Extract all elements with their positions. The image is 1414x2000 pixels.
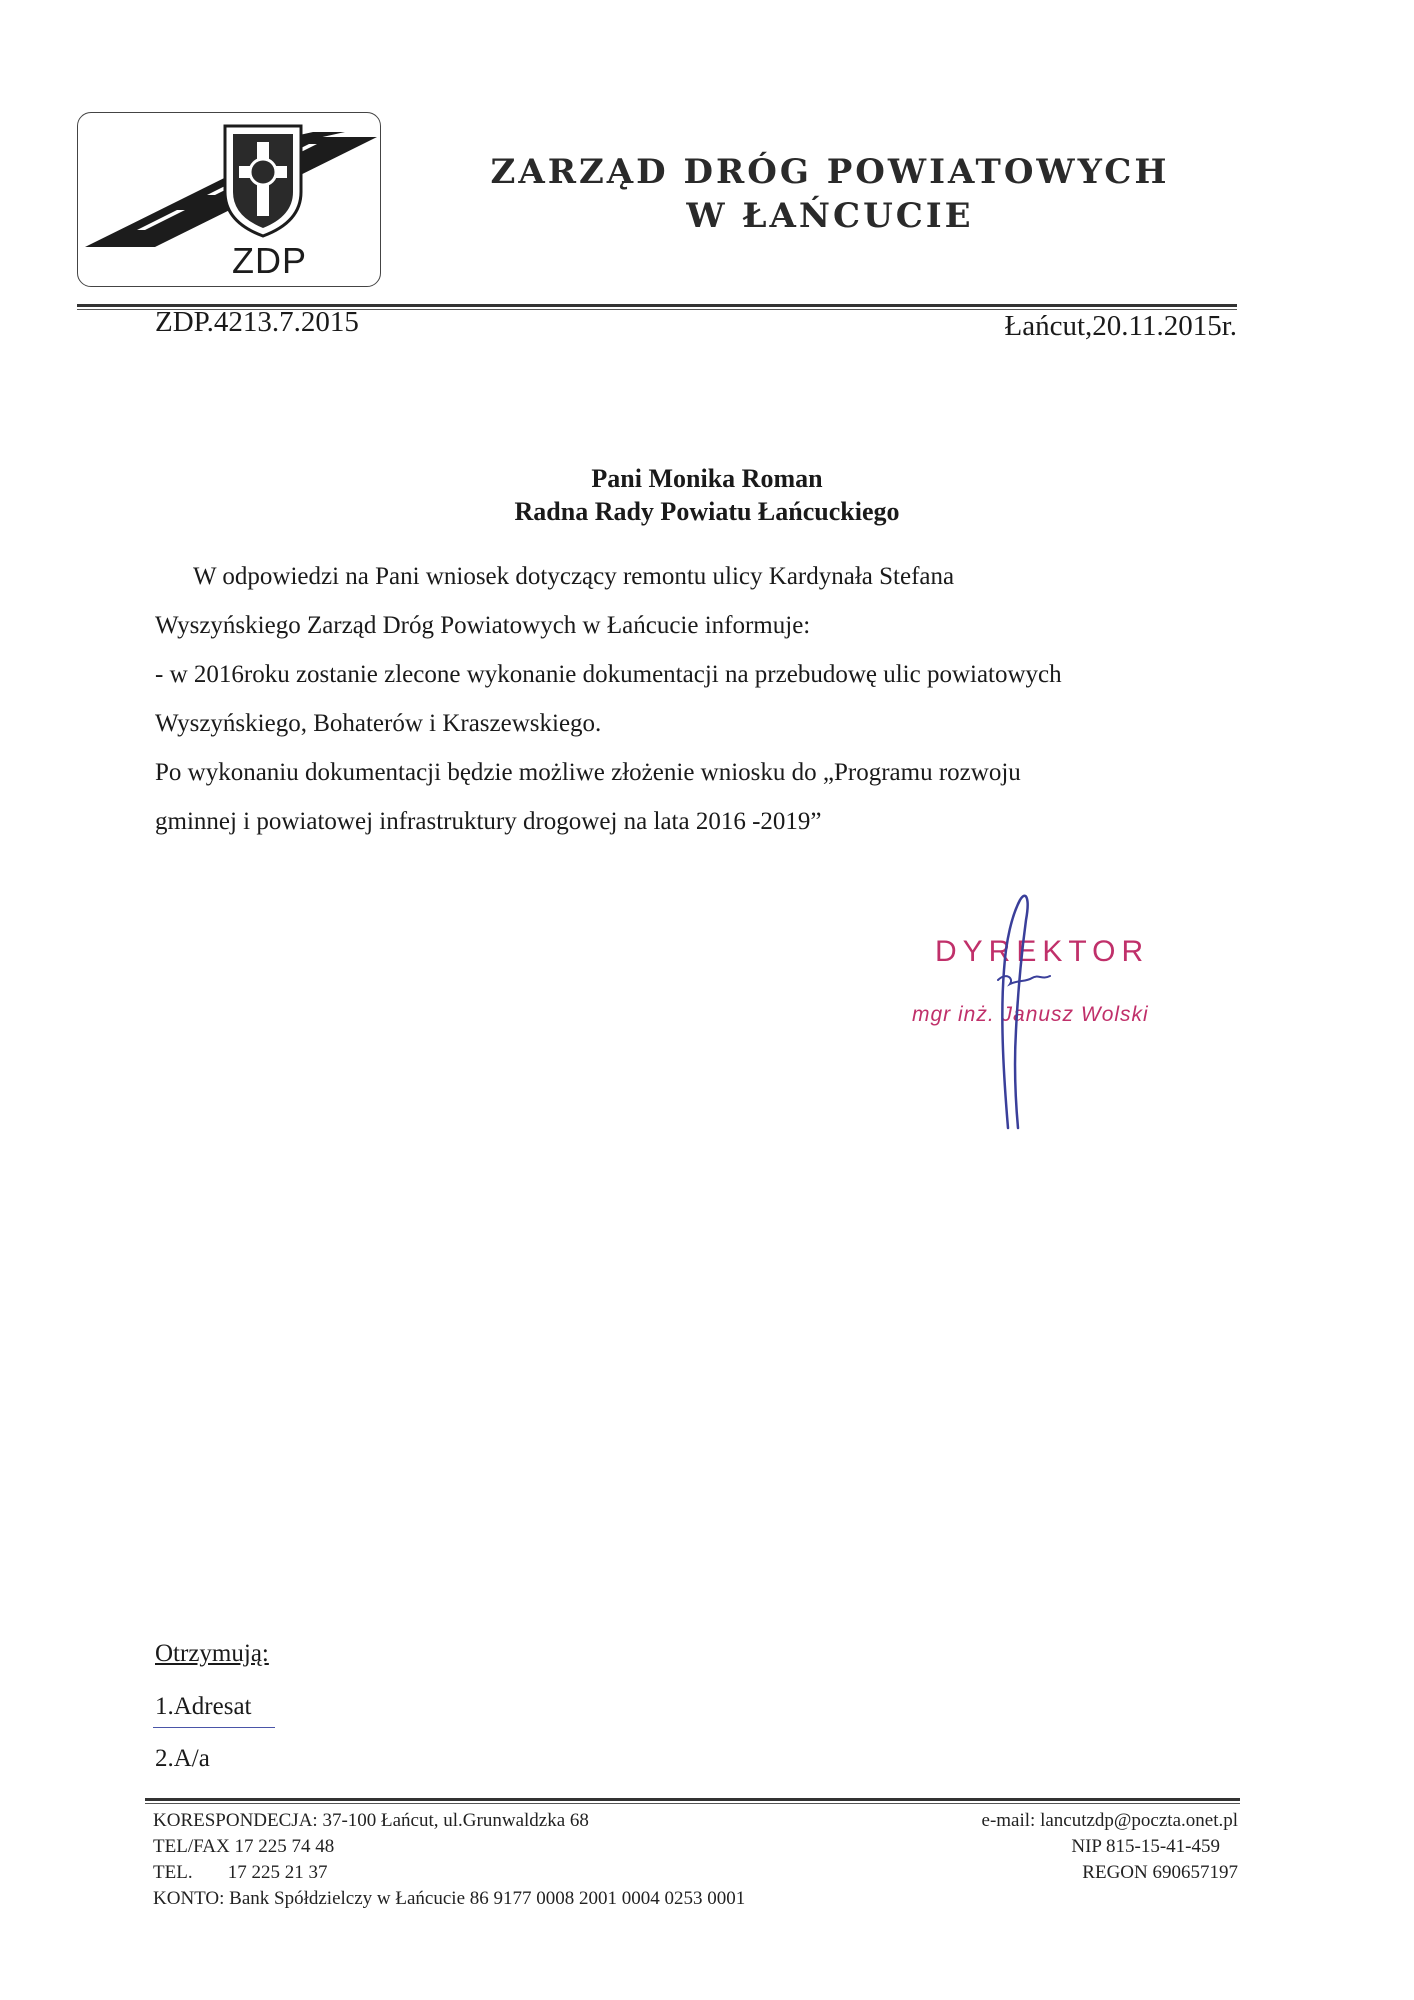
footer-tel: 17 225 21 37 [227,1862,328,1883]
footer-correspondence: KORESPONDECJA: 37-100 Łańcut, ul.Grunwaldzka 68 [153,1810,589,1831]
organization-title [470,150,1190,238]
organization-name-line1: ZARZĄD DRÓG POWIATOWYCH [490,152,1170,192]
footer-tel-row [153,1860,745,1886]
footer-divider [145,1798,1240,1801]
footer-telfax: 17 225 74 48 [234,1836,335,1857]
place-and-date: Łańcut,20.11.2015r. [1004,310,1237,342]
recipient-underline [153,1727,275,1728]
body-line: W odpowiedzi na Pani wniosek dotyczący remontu ulicy Kardynała Stefana [193,563,955,590]
recipients-title: Otrzymują: [155,1640,269,1667]
footer-email: e-mail: lancutzdp@poczta.onet.pl [981,1810,1238,1831]
footer-nip: NIP 815-15-41-459 [1071,1836,1220,1857]
letter-body [155,552,1255,846]
body-line: Po wykonaniu dokumentacji będzie możliwe złożenie wniosku do „Programu rozwoju [155,759,1021,786]
body-line: Wyszyńskiego Zarząd Dróg Powiatowych w Łańcucie informuje: [155,612,811,639]
body-line: gminnej i powiatowej infrastruktury drogowej na lata 2016 -2019” [155,808,822,835]
recipient-item: 2.A/a [155,1745,210,1772]
logo-text: ZDP [232,240,307,281]
body-line: - w 2016roku zostanie zlecone wykonanie dokumentacji na przebudowę ulic powiatowych [155,661,1062,688]
footer-account: KONTO: Bank Spółdzielczy w Łańcucie 86 9177 0008 2001 0004 0253 0001 [153,1888,746,1909]
recipient-item: 1.Adresat [155,1693,252,1720]
stamp-title: DYREKTOR [935,935,1150,968]
handwritten-signature-icon [960,880,1080,1130]
organization-name-line2: W ŁAŃCUCIE [686,196,974,236]
addressee-name: Pani Monika Roman [591,464,823,493]
footer-divider-thin [145,1803,1240,1804]
zdp-logo-icon [77,112,381,287]
stamp-name: mgr inż. Janusz Wolski [912,1003,1149,1026]
document-reference: ZDP.4213.7.2015 [155,306,359,338]
addressee-title: Radna Rady Powiatu Łańcuckiego [514,497,900,526]
footer-registry [982,1808,1238,1886]
footer-regon: REGON 690657197 [1082,1862,1238,1883]
footer-telfax-row [153,1834,745,1860]
footer-telfax-label: TEL/FAX [153,1836,230,1857]
body-line: Wyszyńskiego, Bohaterów i Kraszewskiego. [155,710,602,737]
footer-tel-label: TEL. [153,1862,193,1883]
footer-contact [153,1808,745,1912]
